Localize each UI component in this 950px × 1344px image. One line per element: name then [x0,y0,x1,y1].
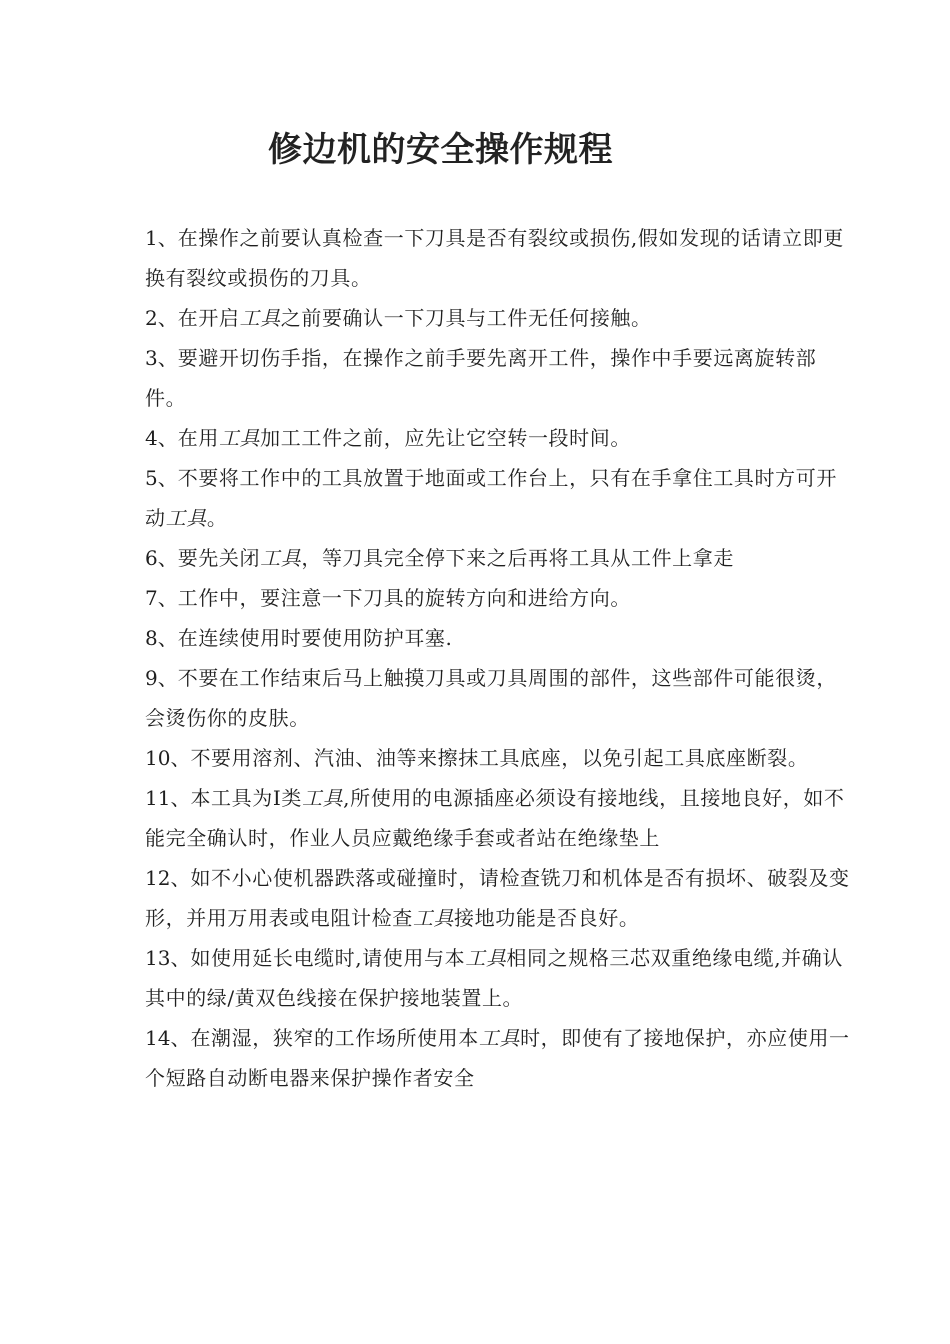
rule-item [145,738,855,778]
rule-text: 要避开切伤手指，在操作之前手要先离开工件，操作中手要远离旋转部件。 [145,346,817,410]
document-title: 修边机的安全操作规程 [268,130,613,170]
rule-emphasis: 工具 [478,1026,521,1050]
rule-number: 8、 [145,626,178,650]
rule-text: 在用 [177,426,219,450]
rule-text: 在开启 [177,306,240,330]
rule-number: 11、 [145,786,191,810]
rule-text: ，等刀具完全停下来之后再将工具从工件上拿走 [301,546,734,570]
rule-text: 如使用延长电缆时,请使用与本 [190,946,466,970]
rule-item [145,1018,855,1098]
rule-text: ,所使用的电源插座必须设有接地线，且接地良好，如不能完全确认时，作业人员应戴绝缘手套或者站在绝缘垫上 [145,786,845,850]
rule-item [145,778,855,858]
rule-text: 如不小心使机器跌落或碰撞时，请检查铣刀和机体是否有损坏、破裂及变形，并用万用表或电阻计检查 [145,866,850,930]
rule-text: 不要将工作中的工具放置于地面或工作台上，只有在手拿住工具时方可开动 [145,466,837,530]
rule-number: 14、 [145,1026,191,1050]
rule-emphasis: 工具 [260,546,302,570]
rule-item [145,298,855,338]
rule-emphasis: 工具 [165,506,207,530]
rule-emphasis: 工具 [465,946,507,970]
rule-item [145,618,855,658]
rule-text: 之前要确认一下刀具与工件无任何接触。 [280,306,652,330]
rule-text: 本工具为Ⅰ类 [190,786,302,810]
rule-text: 接地功能是否良好。 [454,906,640,930]
rule-emphasis: 工具 [301,786,344,810]
rule-number: 7、 [145,586,178,610]
rule-text: 工作中，要注意一下刀具的旋转方向和进给方向。 [177,586,631,610]
rule-item [145,418,855,458]
rule-number: 12、 [145,866,191,890]
rule-text: 相同之规格三芯双重绝缘电缆,并确认其中的绿/黄双色线接在保护接地装置上。 [145,946,843,1010]
rule-number: 6、 [145,546,178,570]
rule-item [145,858,855,938]
rule-number: 1、 [145,226,178,250]
rule-text: 。 [206,506,228,530]
rule-item [145,338,855,418]
rule-number: 13、 [145,946,191,970]
rule-item [145,538,855,578]
rule-emphasis: 工具 [412,906,455,930]
rule-item [145,218,855,298]
rule-text: 在潮湿，狭窄的工作场所使用本 [190,1026,479,1050]
rule-item [145,938,855,1018]
rule-text: 在连续使用时要使用防护耳塞. [177,626,453,650]
rule-number: 2、 [145,306,178,330]
rule-emphasis: 工具 [239,306,281,330]
rule-number: 5、 [145,466,178,490]
rule-number: 3、 [145,346,178,370]
rule-item [145,458,855,538]
rule-text: 不要在工作结束后马上触摸刀具或刀具周围的部件，这些部件可能很烫，会烫伤你的皮肤。 [145,666,837,730]
rule-text: 要先关闭 [177,546,261,570]
rule-text: 在操作之前要认真检查一下刀具是否有裂纹或损伤,假如发现的话请立即更换有裂纹或损伤的刀具。 [145,226,844,290]
rule-emphasis: 工具 [218,426,261,450]
rule-text: 不要用溶剂、汽油、油等来擦抹工具底座，以免引起工具底座断裂。 [190,746,809,770]
rule-item [145,578,855,618]
rule-text: 加工工件之前，应先让它空转一段时间。 [260,426,631,450]
rule-number: 10、 [145,746,191,770]
rule-item [145,658,855,738]
rule-number: 9、 [145,666,178,690]
rules-list [145,218,855,1098]
rule-text: 时，即使有了接地保护，亦应使用一个短路自动断电器来保护操作者安全 [145,1026,850,1090]
rule-number: 4、 [145,426,178,450]
